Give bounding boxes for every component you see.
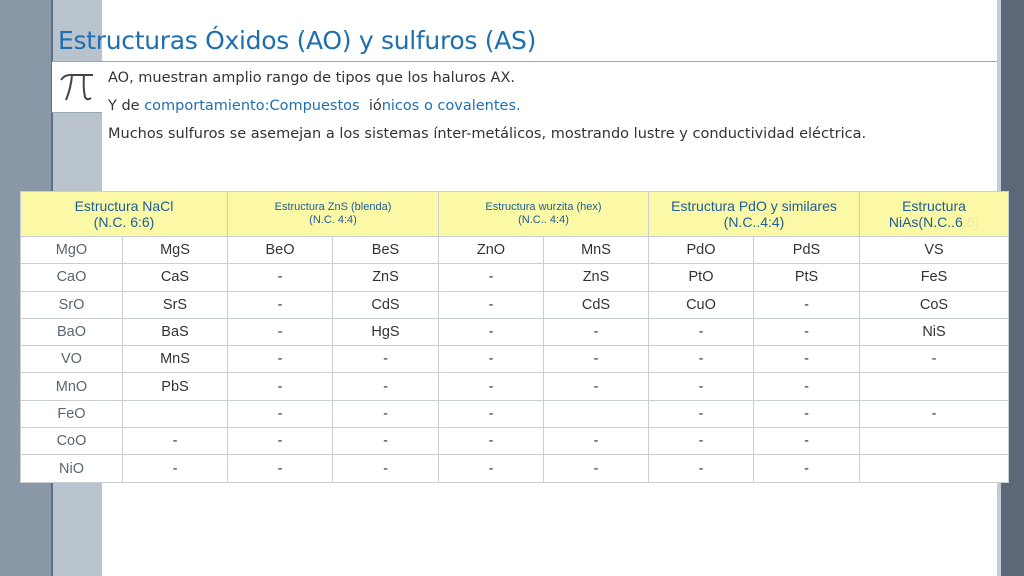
header-wurzita-line1: Estructura wurzita (hex): [485, 201, 602, 214]
header-pdo: [649, 192, 860, 237]
table-header-row: [21, 192, 1009, 237]
table-cell: -: [228, 264, 333, 291]
header-zns-line2: (N.C. 4:4): [309, 214, 357, 226]
table-cell: -: [228, 428, 333, 455]
table-cell: SrS: [123, 291, 228, 318]
table-cell: -: [439, 373, 544, 400]
table-cell: MgS: [123, 237, 228, 264]
header-nias: [860, 192, 1009, 237]
table-cell: -: [544, 428, 649, 455]
table-cell: -: [649, 400, 754, 427]
table-cell: BeO: [228, 237, 333, 264]
table-cell: ZnS: [544, 264, 649, 291]
text-line-2-mid: ió: [368, 98, 382, 114]
table-cell: -: [860, 400, 1009, 427]
table-cell: -: [439, 264, 544, 291]
table-cell: -: [544, 455, 649, 482]
structures-table: [20, 191, 1009, 483]
table-cell: -: [649, 455, 754, 482]
table-cell: -: [754, 346, 860, 373]
table-row: [21, 346, 1009, 373]
header-nacl-line2: (N.C. 6:6): [93, 214, 155, 230]
table-cell: BaO: [21, 318, 123, 345]
table-cell: -: [544, 373, 649, 400]
table-cell: -: [754, 455, 860, 482]
table-cell: -: [333, 455, 439, 482]
table-cell: SrO: [21, 291, 123, 318]
table-cell: MnS: [544, 237, 649, 264]
text-line-2: [108, 98, 521, 114]
table-cell: -: [754, 373, 860, 400]
header-nias-line1: Estructura: [902, 197, 966, 214]
table-cell: CdS: [333, 291, 439, 318]
table-cell: BaS: [123, 318, 228, 345]
header-wurzita: [439, 192, 649, 237]
table-cell: -: [754, 400, 860, 427]
table-cell: CaO: [21, 264, 123, 291]
table-cell: -: [439, 346, 544, 373]
table-cell: -: [544, 346, 649, 373]
table-cell: -: [439, 318, 544, 345]
header-zns-line1: Estructura ZnS (blenda): [274, 201, 392, 214]
table-cell: -: [333, 373, 439, 400]
table-cell: MnS: [123, 346, 228, 373]
table-cell: HgS: [333, 318, 439, 345]
table-row: [21, 428, 1009, 455]
table-cell: -: [439, 291, 544, 318]
text-line-2-accent-2: nicos o covalentes.: [381, 98, 521, 114]
table-cell: -: [228, 373, 333, 400]
table-cell: -: [228, 400, 333, 427]
table-cell: CoS: [860, 291, 1009, 318]
table-cell: -: [333, 428, 439, 455]
table-cell: -: [439, 428, 544, 455]
table-row: [21, 400, 1009, 427]
text-line-1: AO, muestran amplio rango de tipos que los haluros AX.: [108, 70, 515, 86]
header-zns: [228, 192, 439, 237]
table-cell: -: [754, 428, 860, 455]
table-cell: NiS: [860, 318, 1009, 345]
table-cell: -: [439, 400, 544, 427]
table-cell: FeO: [21, 400, 123, 427]
table-cell: -: [860, 346, 1009, 373]
table-cell: -: [649, 318, 754, 345]
header-pdo-line2: (N.C..4:4): [723, 214, 785, 230]
table-cell: [860, 428, 1009, 455]
table-cell: -: [754, 318, 860, 345]
text-line-2-sep: [360, 98, 369, 114]
table-cell: PdO: [649, 237, 754, 264]
header-nias-line2: NiAs(N.C..6: [888, 214, 963, 230]
table-cell: VO: [21, 346, 123, 373]
table-cell: PdS: [754, 237, 860, 264]
pi-icon: [52, 62, 102, 113]
header-nacl: [21, 192, 228, 237]
table-cell: NiO: [21, 455, 123, 482]
table-cell: -: [333, 346, 439, 373]
table-row: [21, 264, 1009, 291]
table-cell: -: [123, 455, 228, 482]
table-cell: CuO: [649, 291, 754, 318]
table-cell: CoO: [21, 428, 123, 455]
table-cell: -: [649, 346, 754, 373]
table-body: [21, 237, 1009, 483]
table-row: [21, 318, 1009, 345]
header-wurzita-line2: (N.C.. 4:4): [518, 214, 569, 226]
table-row: [21, 237, 1009, 264]
table-row: [21, 455, 1009, 482]
table-cell: -: [439, 455, 544, 482]
table-cell: VS: [860, 237, 1009, 264]
table-cell: [544, 400, 649, 427]
table-row: [21, 373, 1009, 400]
table-cell: PbS: [123, 373, 228, 400]
table-cell: ZnO: [439, 237, 544, 264]
text-line-3: Muchos sulfuros se asemejan a los sistemas ínter-metálicos, mostrando lustre y conductividad eléctrica.: [108, 126, 867, 142]
slide-title: Estructuras Óxidos (AO) y sulfuros (AS): [58, 26, 537, 55]
table-cell: -: [228, 346, 333, 373]
table-cell: -: [228, 291, 333, 318]
table-cell: BeS: [333, 237, 439, 264]
table-cell: -: [649, 428, 754, 455]
table-cell: CaS: [123, 264, 228, 291]
text-line-2-prefix: Y de: [108, 98, 145, 114]
table-cell: -: [544, 318, 649, 345]
header-nias-ghost: :6): [962, 214, 980, 230]
table-cell: PtO: [649, 264, 754, 291]
table-cell: -: [123, 428, 228, 455]
table-cell: [860, 373, 1009, 400]
header-pdo-line1: Estructura PdO y similares: [671, 197, 837, 214]
table-cell: CdS: [544, 291, 649, 318]
header-nacl-line1: Estructura NaCl: [74, 197, 174, 214]
table-row: [21, 291, 1009, 318]
table-cell: -: [649, 373, 754, 400]
table-cell: FeS: [860, 264, 1009, 291]
table-cell: -: [228, 455, 333, 482]
table-cell: ZnS: [333, 264, 439, 291]
table-cell: -: [228, 318, 333, 345]
title-underline: [52, 61, 997, 62]
table-cell: [860, 455, 1009, 482]
table-cell: PtS: [754, 264, 860, 291]
table-cell: [123, 400, 228, 427]
table-cell: -: [754, 291, 860, 318]
table-cell: -: [333, 400, 439, 427]
text-line-2-accent-1: comportamiento:Compuestos: [144, 98, 360, 114]
table-cell: MnO: [21, 373, 123, 400]
table-cell: MgO: [21, 237, 123, 264]
